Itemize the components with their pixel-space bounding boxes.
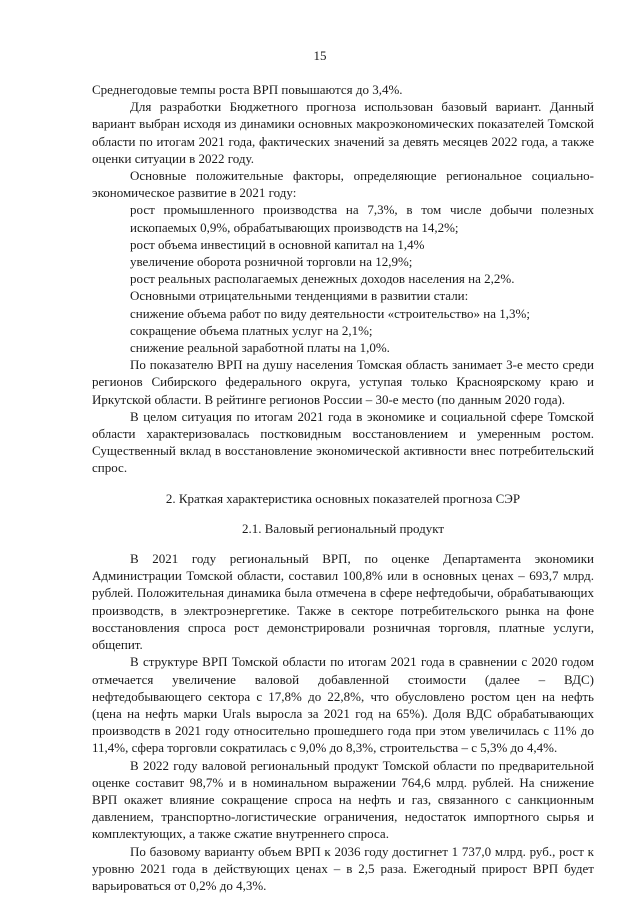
list-item: увеличение оборота розничной торговли на 12,9%; xyxy=(130,254,413,270)
section-heading: 2. Краткая характеристика основных показателей прогноза СЭР xyxy=(165,490,521,506)
list-item: сокращение объема платных услуг на 2,1%; xyxy=(130,322,373,338)
paragraph-overall-situation: В целом ситуация по итогам 2021 года в экономике и социальной сфере Томской области характеризовалась постковидным восстановлением и умеренным ростом. Существенный вклад в восстановление экономической активности внес потребительский спрос. xyxy=(92,408,594,476)
paragraph-grp-2036: По базовому варианту объем ВРП к 2036 году достигнет 1 737,0 млрд. руб., рост к уровню 2021 года в действующих ценах – в 2,5 раза. Ежегодный прирост ВРП будет варьироваться от 0,2% до 4,3%. xyxy=(92,843,594,893)
paragraph-grp-per-capita: По показателю ВРП на душу населения Томская область занимает 3-е место среди регионов Сибирского федерального округа, уступая только Красноярскому краю и Иркутской области. В рейтинге регионов России – 30-е место (по данным 2020 года). xyxy=(92,357,594,407)
list-item: рост реальных располагаемых денежных доходов населения на 2,2%. xyxy=(130,271,515,287)
list-item: снижение реальной заработной платы на 1,0%. xyxy=(130,340,390,356)
list-item: рост промышленного производства на 7,3%, в том числе добычи полезных ископаемых 0,9%, обрабатывающих производств на 14,2%; xyxy=(130,202,594,235)
page-body xyxy=(92,81,594,894)
paragraph-summary: Среднегодовые темпы роста ВРП повышаются до 3,4%. xyxy=(92,82,403,97)
list-item: снижение объема работ по виду деятельности «строительство» на 1,3%; xyxy=(130,305,530,321)
list-item: рост объема инвестиций в основной капитал на 1,4% xyxy=(130,236,425,252)
paragraph-grp-2022: В 2022 году валовой региональный продукт Томской области по предварительной оценке составит 98,7% и в номинальном выражении 764,6 млрд. рублей. На снижение ВРП окажет влияние сокращение спроса на нефть и газ, связанного с санкционным давлением, транспортно-логистические ограничения, недостаток импортного сырья и комплектующих, а также сжатие внутреннего спроса. xyxy=(92,757,594,842)
paragraph-budget-forecast: Для разработки Бюджетного прогноза использован базовый вариант. Данный вариант выбран исходя из динамики основных макроэкономических показателей Томской области по итогам 2021 года, фактических значений за девять месяцев 2022 года, а также оценки ситуации в 2022 году. xyxy=(92,99,594,166)
paragraph-negative-intro: Основными отрицательными тенденциями в развитии стали: xyxy=(130,288,469,304)
paragraph-positive-intro: Основные положительные факторы, определяющие региональное социально-экономическое развитие в 2021 году: xyxy=(92,168,594,201)
subsection-heading: 2.1. Валовый региональный продукт xyxy=(241,520,445,536)
page-number: 15 xyxy=(313,48,327,63)
paragraph-grp-structure: В структуре ВРП Томской области по итогам 2021 года в сравнении с 2020 годом отмечается увеличение валовой добавленной стоимости (далее – ВДС) нефтедобывающего сектора с 17,8% до 22,8%, что обусловлено ростом цен на нефть (цена на нефть марки Urals выросла за 2021 год на 65%). Доля ВДС обрабатывающих производств в 2021 году относительно прошедшего года при этом увеличилась с 11% до 11,4%, сфера торговли сократилась с 9,0% до 8,3%, строительства – с 5,3% до 4,4%. xyxy=(92,654,594,756)
paragraph-grp-2021: В 2021 году региональный ВРП, по оценке Департамента экономики Администрации Томской области, составил 100,8% или в основных ценах – 693,7 млрд. рублей. Положительная динамика была отмечена в сфере нефтедобычи, обрабатывающих производств, в электроэнергетике. Также в секторе потребительского рынка на фоне восстановления спроса рост демонстрировали розничная торговля, платные услуги, общепит. xyxy=(92,551,594,653)
